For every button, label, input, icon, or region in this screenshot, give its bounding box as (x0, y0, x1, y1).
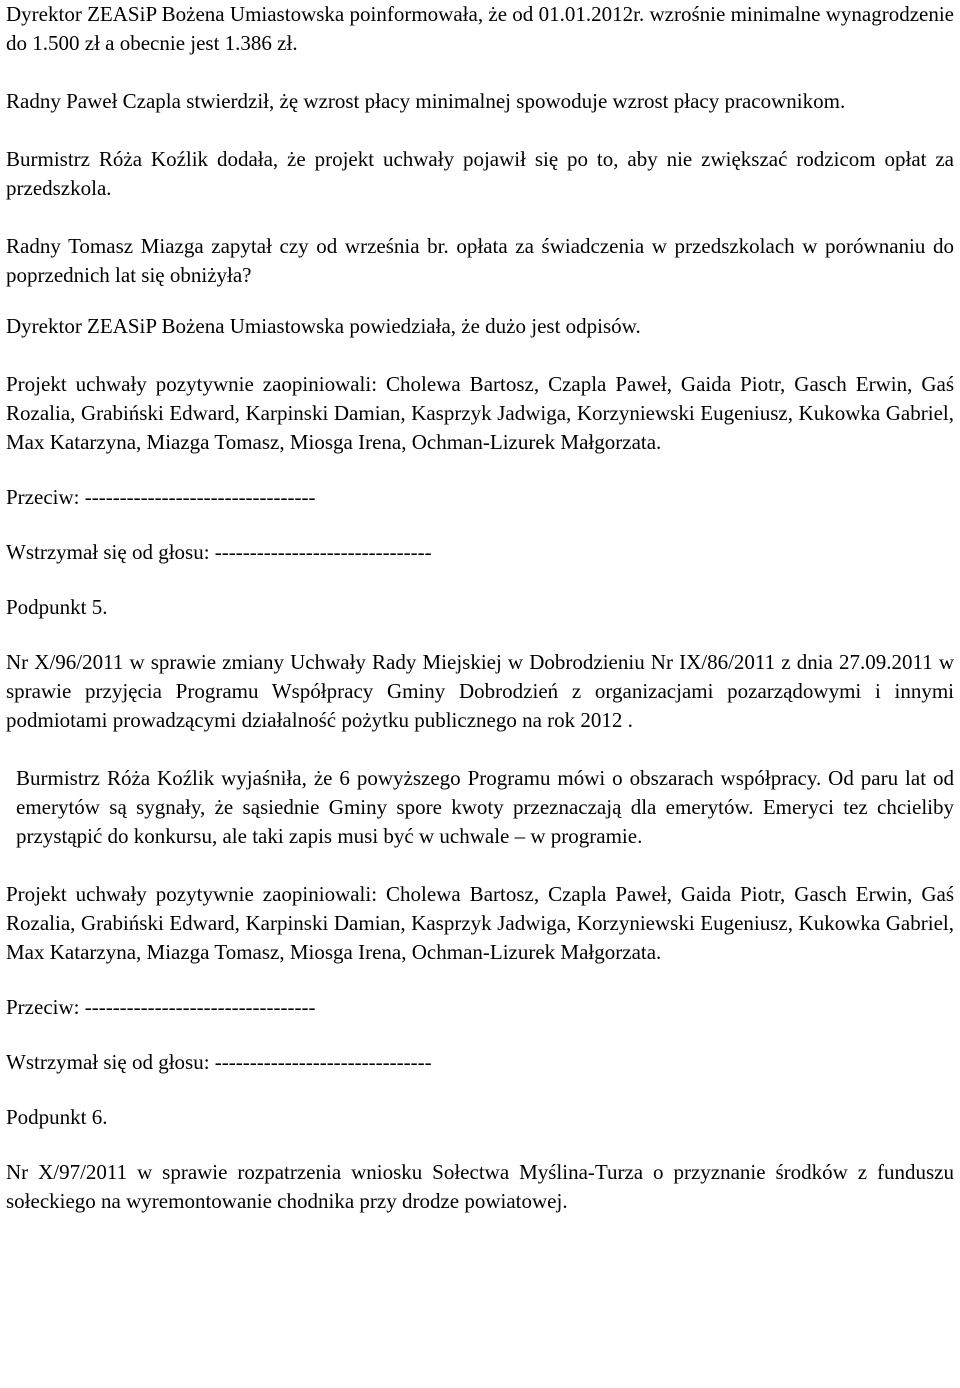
paragraph-against-4: Przeciw: --------------------------------- (6, 485, 316, 509)
paragraph-minimum-wage-info: Dyrektor ZEASiP Bożena Umiastowska poinformowała, że od 01.01.2012r. wzrośnie minimalne wynagrodzenie do 1.500 zł a obecnie jest 1.386 zł. (6, 2, 954, 55)
paragraph-abstained-5: Wstrzymał się od głosu: ------------------------------- (6, 1050, 432, 1074)
paragraph-czapla-comment: Radny Paweł Czapla stwierdził, żę wzrost płacy minimalnej spowoduje wzrost płacy pracownikom. (6, 89, 846, 113)
document-page (6, 0, 954, 1216)
heading-subpoint-6: Podpunkt 6. (6, 1105, 108, 1129)
paragraph-resolution-97: Nr X/97/2011 w sprawie rozpatrzenia wniosku Sołectwa Myślina-Turza o przyznanie środków z funduszu sołeckiego na wyremontowanie chodnika przy drodze powiatowej. (6, 1160, 954, 1213)
paragraph-against-5: Przeciw: --------------------------------- (6, 995, 316, 1019)
paragraph-umiastowska-answer: Dyrektor ZEASiP Bożena Umiastowska powiedziała, że dużo jest odpisów. (6, 314, 641, 338)
paragraph-resolution-96: Nr X/96/2011 w sprawie zmiany Uchwały Rady Miejskiej w Dobrodzieniu Nr IX/86/2011 z dnia 27.09.2011 w sprawie przyjęcia Programu Współpracy Gminy Dobrodzień z organizacjami pozarządowymi i innymi podmiotami prowadzącymi działalność pożytku publicznego na rok 2012 . (6, 650, 954, 732)
paragraph-abstained-4: Wstrzymał się od głosu: ------------------------------- (6, 540, 432, 564)
paragraph-approvals-5: Projekt uchwały pozytywnie zaopiniowali: Cholewa Bartosz, Czapla Paweł, Gaida Piotr, Gasch Erwin, Gaś Rozalia, Grabiński Edward, Karpinski Damian, Kasprzyk Jadwiga, Korzyniewski Eugeniusz, Kukowka Gabriel, Max Katarzyna, Miazga Tomasz, Miosga Irena, Ochman-Lizurek Małgorzata. (6, 882, 954, 964)
paragraph-miazga-question: Radny Tomasz Miazga zapytał czy od września br. opłata za świadczenia w przedszkolach w porównaniu do poprzednich lat się obniżyła? (6, 234, 954, 287)
paragraph-approvals-4: Projekt uchwały pozytywnie zaopiniowali: Cholewa Bartosz, Czapla Paweł, Gaida Piotr, Gasch Erwin, Gaś Rozalia, Grabiński Edward, Karpinski Damian, Kasprzyk Jadwiga, Korzyniewski Eugeniusz, Kukowka Gabriel, Max Katarzyna, Miazga Tomasz, Miosga Irena, Ochman-Lizurek Małgorzata. (6, 372, 954, 454)
paragraph-kozlik-program-explanation: Burmistrz Róża Koźlik wyjaśniła, że 6 powyższego Programu mówi o obszarach współpracy. Od paru lat od emerytów są sygnały, że sąsiednie Gminy spore kwoty przeznaczają dla emerytów. Emeryci tez chcieliby przystąpić do konkursu, ale taki zapis musi być w uchwale – w programie. (16, 766, 954, 848)
heading-subpoint-5: Podpunkt 5. (6, 595, 108, 619)
paragraph-kozlik-preschool-fees: Burmistrz Róża Koźlik dodała, że projekt uchwały pojawił się po to, aby nie zwiększać rodzicom opłat za przedszkola. (6, 147, 954, 200)
